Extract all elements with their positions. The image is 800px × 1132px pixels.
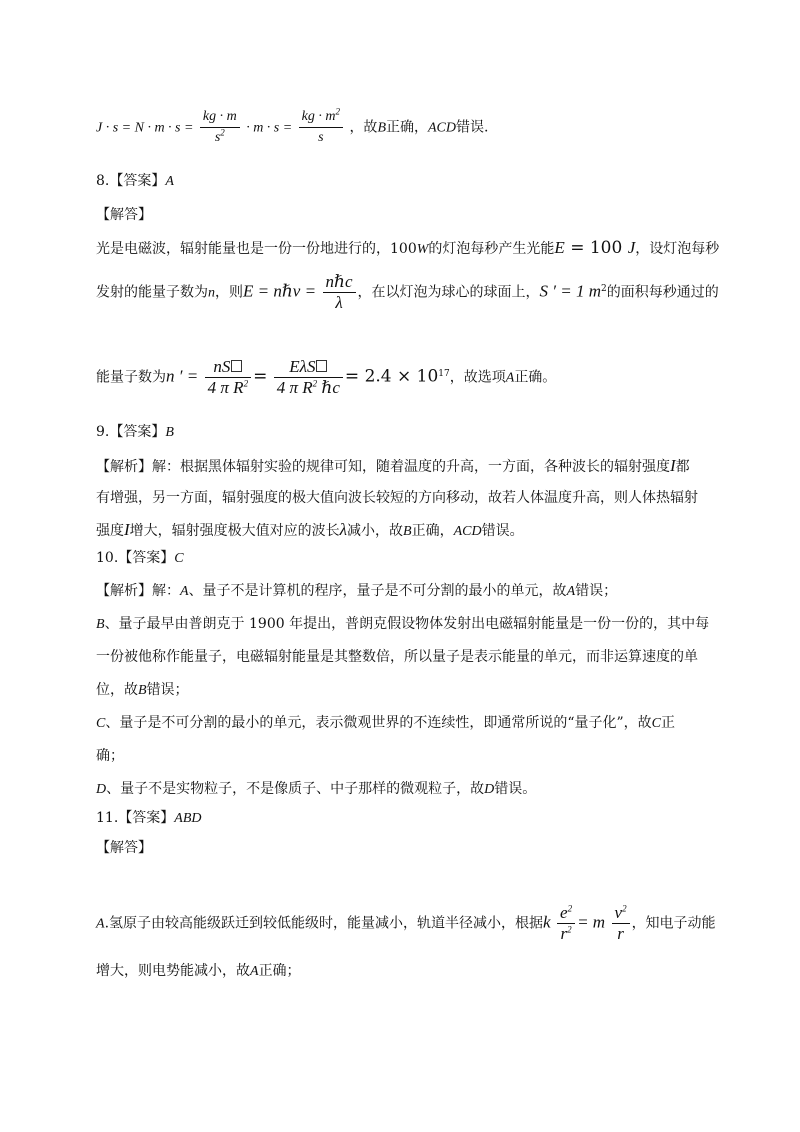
q10-line-6: 确； bbox=[96, 748, 124, 764]
q10-line-3: 一份被他称作能量子，电磁辐射能量是其整数倍，所以量子是表示能量的单元，而非运算速度的单 bbox=[96, 649, 698, 665]
q8-analysis-label: 【解答】 bbox=[96, 207, 152, 223]
q11-answer: 11.【答案】ABD bbox=[96, 810, 202, 826]
q10-line-7: D、量子不是实物粒子，不是像质子、中子那样的微观粒子，故D错误。 bbox=[96, 781, 537, 797]
missing-glyph-box bbox=[316, 360, 327, 372]
q10-line-1: 【解析】解：A、量子不是计算机的程序，量子是不可分割的最小的单元，故A错误； bbox=[96, 583, 618, 599]
q8-line-1: 光是电磁波，辐射能量也是一份一份地进行的，100W的灯泡每秒产生光能E = 100 J，设灯泡每秒 bbox=[96, 238, 720, 258]
q8-line-2: 发射的能量子数为n，则E = nℏν = $\frac{\text{nℏc}}{\lambda}$ ，在以灯泡为球心的球面上，S ′ = 1 $m^2$的面积每秒通过的 bbox=[96, 272, 719, 312]
fraction-ns-over-4piR2: $\frac{nS}{4 \pi R^2}$ bbox=[205, 357, 251, 398]
q8-answer: 8.【答案】A bbox=[96, 173, 174, 189]
q10-line-5: C、量子是不可分割的最小的单元，表示微观世界的不连续性，即通常所说的“量子化”，故C正 bbox=[96, 715, 675, 731]
formula-line: J · s = N · m · s = $\frac{kg \cdot m}{s^2}$ · m · s = $\frac{kg \cdot m^2}{s}$ ，故B正确，ACD错误. bbox=[96, 107, 488, 148]
q8-line-3: 能量子数为n ′ = $\frac{nS}{4 \pi R^2}$ = $\frac{\text{EλS}}{4 \pi R^2 \hbar c}$ = $2.4 \times 10^{17}$，故选项A正确。 bbox=[96, 357, 557, 397]
formula-mid: · m · s = bbox=[246, 120, 293, 136]
fraction-v2-over-r: $\frac{v^2}{r}$ bbox=[612, 903, 630, 944]
q10-line-2: B、量子最早由普朗克于 1900 年提出，普朗克假设物体发射出电磁辐射能量是一份一份的，其中每 bbox=[96, 616, 710, 632]
q11-line-2: 增大，则电势能减小，故A正确； bbox=[96, 963, 301, 979]
q10-line-4: 位，故B错误； bbox=[96, 682, 189, 698]
q9-answer: 9.【答案】B bbox=[96, 424, 174, 440]
formula-lhs: J · s = N · m · s = bbox=[96, 120, 194, 136]
q11-analysis-label: 【解答】 bbox=[96, 840, 152, 856]
q9-line-2: 有增强，另一方面，辐射强度的极大值向波长较短的方向移动，故若人体温度升高，则人体热辐射 bbox=[96, 490, 698, 506]
fraction-e2-over-r2: $\frac{e^2}{r^2}$ bbox=[557, 903, 575, 944]
q11-line-1: A.氢原子由较高能级跃迁到较低能级时，能量减小，轨道半径减小，根据k $\frac{e^2}{r^2}$ = m $\frac{v^2}{r}$ ，知电子动能 bbox=[96, 903, 716, 943]
q9-line-1: 【解析】解：根据黑体辐射实验的规律可知，随着温度的升高，一方面，各种波长的辐射强度I都 bbox=[96, 456, 690, 475]
fraction-nhc-over-lambda: $\frac{\text{nℏc}}{\lambda}$ bbox=[323, 272, 356, 313]
fraction-kg-m-over-s2: $\frac{kg \cdot m}{s^2}$ bbox=[200, 107, 240, 148]
missing-glyph-box bbox=[231, 360, 242, 372]
q9-line-3: 强度I增大，辐射强度极大值对应的波长λ减小，故B正确，ACD错误。 bbox=[96, 520, 524, 539]
fraction-elambdas-over-4piR2hc: $\frac{\text{EλS}}{4 \pi R^2 \hbar c}$ bbox=[274, 357, 343, 398]
fraction-kg-m2-over-s: $\frac{kg \cdot m^2}{s}$ bbox=[299, 107, 343, 148]
q10-answer: 10.【答案】C bbox=[96, 550, 184, 566]
